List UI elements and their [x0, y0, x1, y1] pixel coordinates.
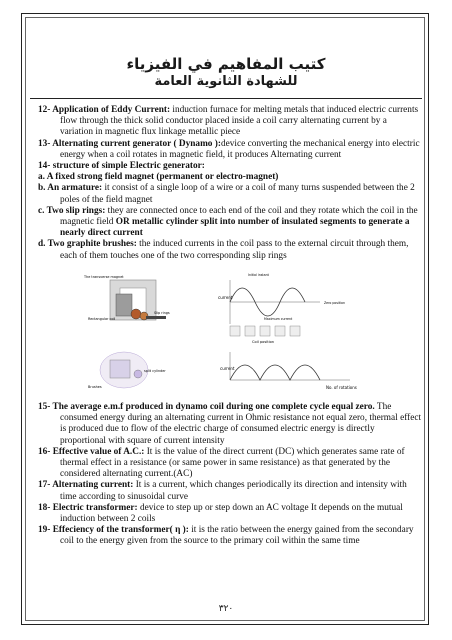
item-14b: b. An armature: it consist of a single loop of a wire or a coil of many turns suspended between the 2 poles of the field magnet: [38, 183, 415, 205]
graph1-y-label: current: [218, 295, 233, 300]
item-17: 17- Alternating current: It is a current, which changes periodically its direction and intensity with time according to sinusoidal curve: [38, 480, 407, 502]
graph2-x-label: No. of rotations: [326, 385, 357, 390]
item-19: 19- Effeciency of the transformer( η ): it is the ratio between the energy gained from the secondary coil to the energy given from the source to the primary coil within the same time: [38, 525, 414, 547]
rectified-curve: [230, 365, 320, 380]
page-number: ٣٢٠: [218, 604, 234, 614]
zero-label: Zero position: [324, 301, 345, 305]
item-14: 14- structure of simple Electric generator:: [38, 161, 205, 172]
magnet-label: The transverse magnet: [84, 275, 124, 279]
dc-rectified-graph: [220, 352, 357, 390]
ac-sine-graph: [218, 273, 345, 344]
slip-label: Slip rings: [154, 311, 170, 315]
graph2-y-label: current: [220, 366, 235, 371]
item-16: 16- Effective value of A.C.: It is the value of the direct current (DC) which generates same rate of thermal effect in a resistance (or same power in same resistance) as that generated by the considered alternating current.(AC): [38, 446, 405, 480]
item-15: 15- The average e.m.f produced in dynamo coil during one complete cycle equal zero. The consumed energy during an alternating current in Ohmic resistance not equal zero, thermal effect is produced due to flow of the electric charge of consumed electric energy is directly proportional with square of current intensity: [38, 402, 422, 446]
definitions-top: [38, 105, 422, 262]
item-18: 18- Electric transformer: device to step up or step down an AC voltage It depends on the mutual induction between 2 coils: [38, 502, 403, 525]
slip-ring: [131, 309, 141, 319]
graph1-top-label: Initial instant: [248, 273, 269, 277]
book-title: كتيب المفاهيم في الفيزياء: [126, 55, 326, 73]
item-12: 12- Application of Eddy Current: induction furnace for melting metals that induced electric currents flow through the thick solid conductor placed inside a coil carry alternating current by a variation in magnetic flux linkage metallic piece: [38, 105, 419, 138]
book-subtitle: للشهادة الثانوية العامة: [154, 74, 298, 89]
item-13: 13- Alternating current generator ( Dynamo ):device converting the mechanical energy into electric energy when a coil rotates in magnetic field, it produces Alternating current: [38, 138, 420, 160]
peak-label: Maximum current: [264, 317, 293, 321]
brush-label: Brushes: [88, 385, 102, 389]
generator-figures: [80, 272, 392, 396]
generator-illustration: [83, 275, 170, 389]
armature-coil: [116, 294, 132, 316]
coil-position-label: Coil position: [252, 340, 275, 344]
item-14d: d. Two graphite brushes: the induced currents in the coil pass to the external circuit through them, each of them touches one of the two corresponding slip rings: [38, 239, 409, 261]
rect-label: Rectangular coil: [88, 317, 116, 321]
item-14a: a. A fixed strong field magnet (permanent or electro-magnet): [38, 172, 279, 183]
item-14c: c. Two slip rings: they are connected once to each end of the coil and they rotate which the coil in the magnetic field OR metallic cylinder split into number of insulated segments to generate a nearly direct current: [38, 205, 418, 239]
split-label: split cylinder: [144, 369, 166, 373]
definitions-bottom: [38, 402, 422, 548]
header-rule: [30, 98, 422, 99]
